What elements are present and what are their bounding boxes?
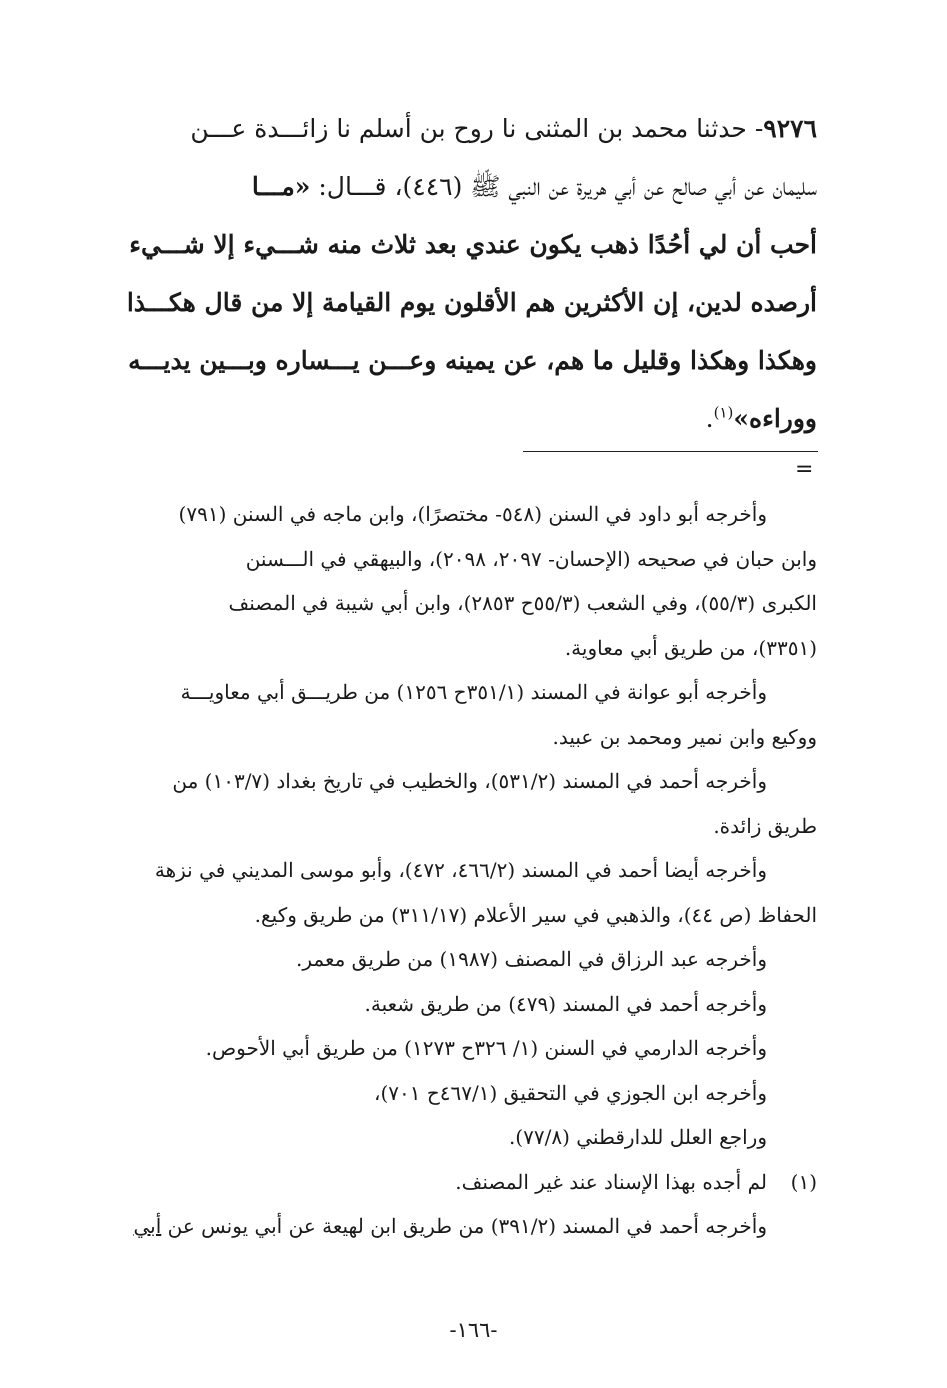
main-line-2-bold: «مـــا <box>251 172 311 201</box>
footnote-line-16-text: لم أجده بهذا الإسناد عند غير المصنف. <box>455 1169 767 1194</box>
footnotes-section <box>105 492 817 1249</box>
continuation-marker: = <box>795 457 814 482</box>
footnote-line-10: الحفاظ (ص ٤٤)، والذهبي في سير الأعلام (٣١١/١٧) من طريق وكيع. <box>254 902 817 927</box>
footnote-line-17 <box>105 1204 817 1249</box>
main-line-2-text: سليمان عن أبي صالح عن أبي هريرة عن النبي ﷺ (٤٤٦)، قـــال: <box>310 172 817 201</box>
footnote-line-2: وابن حبان في صحيحه (الإحسان- ٢٠٩٧، ٢٠٩٨)، والبيهقي في الـــسنن <box>245 546 817 571</box>
footnote-line-5: وأخرجه أبو عوانة في المسند (٣٥١/١ح ١٢٥٦) من طريـــق أبي معاويـــة <box>180 680 767 704</box>
main-line-1 <box>105 100 817 158</box>
main-line-3: أحب أن لي أحُدًا ذهب يكون عندي بعد ثلاث منه شـــيء إلا شـــيء <box>129 230 817 259</box>
underlined-word: أبي <box>133 1214 162 1238</box>
hadith-number: ٩٢٧٦ <box>763 114 817 143</box>
page-number: -١٦٦- <box>449 1318 498 1342</box>
footnote-line-12: وأخرجه أحمد في المسند (٤٧٩) من طريق شعبة. <box>364 991 767 1016</box>
footnote-line-1: وأخرجه أبو داود في السنن (٥٤٨- مختصرًا)، وابن ماجه في السنن (٧٩١) <box>178 502 767 526</box>
footnote-line-15: وراجع العلل للدارقطني (٧٧/٨). <box>508 1125 767 1149</box>
footnote-reference: (١) <box>713 403 734 422</box>
main-line-2 <box>105 158 817 216</box>
footnote-line-8: طريق زائدة. <box>713 813 817 838</box>
footnote-line-13: وأخرجه الدارمي في السنن (١/ ٣٢٦ح ١٢٧٣) من طريق أبي الأحوص. <box>205 1036 767 1060</box>
footnote-line-14: وأخرجه ابن الجوزي في التحقيق (٤٦٧/١ح ٧٠١)، <box>374 1080 767 1105</box>
footnote-line-4: (٣٣٥١)، من طريق أبي معاوية. <box>564 635 817 660</box>
footnote-marker: (١) <box>790 1169 817 1194</box>
footnote-line-11: وأخرجه عبد الرزاق في المصنف (١٩٨٧) من طريق معمر. <box>296 947 767 971</box>
footnote-line-3: الكبرى (٥٥/٣)، وفي الشعب (٥٥/٣ح ٢٨٥٣)، وابن أبي شيبة في المصنف <box>228 591 817 615</box>
footnote-line-6: ووكيع وابن نمير ومحمد بن عبيد. <box>552 724 817 749</box>
main-line-1-text: - حدثنا محمد بن المثنى نا روح بن أسلم نا زائـــدة عـــن <box>190 114 764 143</box>
main-line-4: أرصده لدين، إن الأكثرين هم الأقلون يوم القيامة إلا من قال هكـــذا <box>126 288 817 317</box>
main-hadith-text <box>105 100 817 448</box>
final-period: . <box>705 404 714 433</box>
main-line-6 <box>105 390 817 448</box>
main-line-5: وهكذا وهكذا وقليل ما هم، عن يمينه وعـــن يـــساره وبـــين يديـــه <box>128 346 817 375</box>
footnote-line-9: وأخرجه أيضا أحمد في المسند (٤٦٦/٢، ٤٧٢)، وأبو موسى المديني في نزهة <box>154 858 767 882</box>
footnote-separator <box>523 451 818 452</box>
footnote-line-7: وأخرجه أحمد في المسند (٥٣١/٢)، والخطيب في تاريخ بغداد (١٠٣/٧) من <box>172 769 767 793</box>
main-line-6-text: ووراءه» <box>733 404 817 433</box>
footnote-line-16 <box>105 1160 817 1205</box>
footnote-line-17-text: وأخرجه أحمد في المسند (٣٩١/٢) من طريق ابن لهيعة عن أبي يونس عن <box>167 1214 767 1238</box>
